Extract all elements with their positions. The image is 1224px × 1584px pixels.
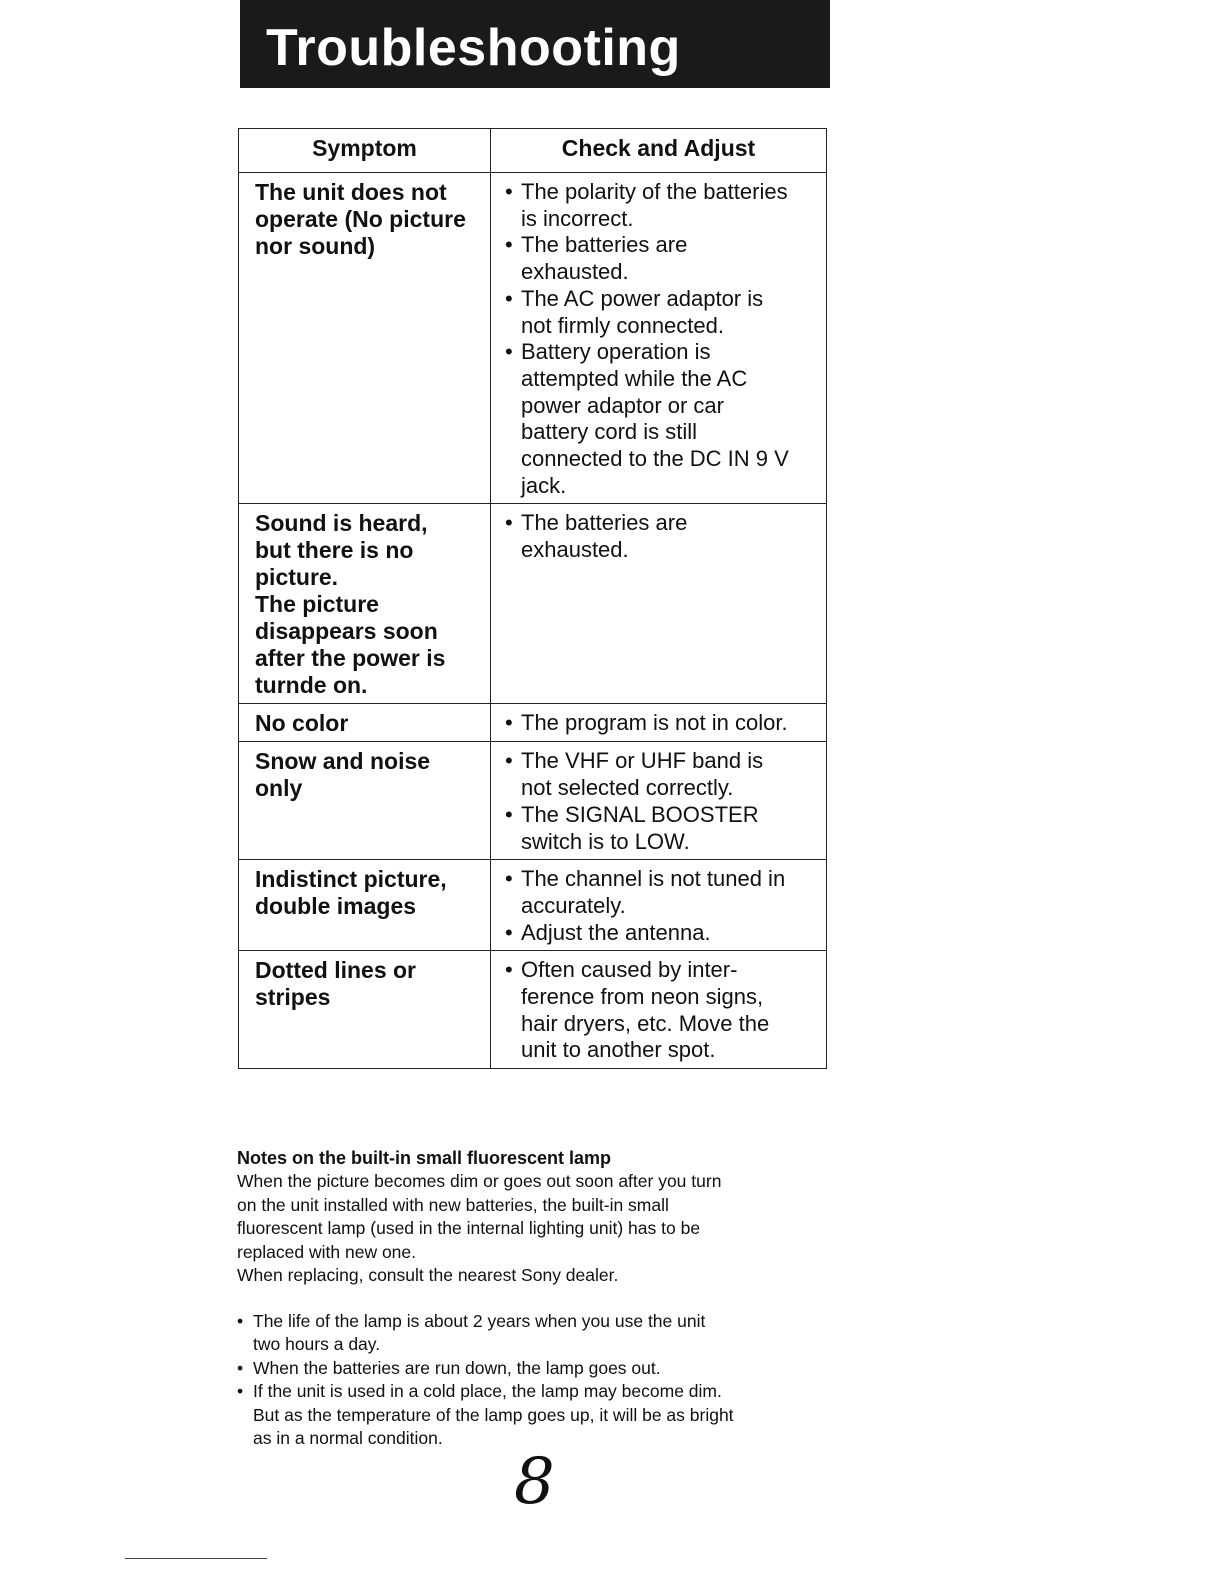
text-line: Indistinct picture, <box>255 866 447 893</box>
check-item <box>503 232 818 285</box>
text-line: two hours a day. <box>253 1334 381 1354</box>
page-title: Troubleshooting <box>240 0 830 88</box>
text-line: Sound is heard, <box>255 510 428 537</box>
text-line: switch is to LOW. <box>521 828 690 854</box>
table-body <box>239 173 827 1069</box>
text-line: as in a normal condition. <box>253 1428 443 1448</box>
text-line: The batteries are <box>521 232 688 258</box>
check-list <box>503 710 818 737</box>
check-list <box>503 957 818 1064</box>
troubleshooting-table <box>238 128 827 1069</box>
check-cell <box>491 742 827 860</box>
check-item <box>503 957 818 1064</box>
table-row <box>239 742 827 860</box>
footer-divider <box>125 1558 267 1559</box>
text-line: attempted while the AC <box>521 365 748 391</box>
check-item <box>503 710 818 737</box>
text-line: connected to the DC IN 9 V <box>521 446 789 472</box>
text-line: operate (No picture <box>255 206 466 232</box>
table-header-row <box>239 129 827 173</box>
text-line: When the picture becomes dim or goes out soon after you turn <box>237 1171 722 1191</box>
text-line: after the power is <box>255 645 446 672</box>
text-line: but there is no <box>255 537 414 564</box>
text-line: exhausted. <box>521 259 629 285</box>
text-line: on the unit installed with new batteries, the built-in small <box>237 1194 669 1215</box>
check-list <box>503 510 818 563</box>
text-line: replaced with new one. <box>237 1241 416 1262</box>
check-cell <box>491 860 827 951</box>
note-bullet <box>237 1310 837 1357</box>
check-item <box>503 286 818 339</box>
symptom-column-header: Symptom <box>239 129 491 173</box>
text-line: turnde on. <box>255 672 368 699</box>
text-line: only <box>255 775 303 802</box>
text-line: The picture <box>255 591 379 618</box>
table-row <box>239 504 827 704</box>
text-line: Snow and noise <box>255 748 431 775</box>
text-line: exhausted. <box>521 537 629 563</box>
symptom-cell <box>239 742 491 860</box>
text-line: accurately. <box>521 892 626 918</box>
table-row <box>239 704 827 742</box>
check-list <box>503 748 818 855</box>
check-cell <box>491 504 827 704</box>
text-line: The SIGNAL BOOSTER <box>521 801 759 827</box>
text-line: The batteries are <box>521 510 688 536</box>
table-row <box>239 951 827 1069</box>
text-line: Adjust the antenna. <box>521 919 711 945</box>
text-line: Often caused by inter- <box>521 957 738 983</box>
notes-heading: Notes on the built-in small fluorescent lamp <box>237 1148 612 1168</box>
page-number: 8 <box>514 1445 555 1519</box>
text-line: The polarity of the batteries <box>521 179 788 204</box>
text-line: If the unit is used in a cold place, the lamp may become dim. <box>253 1381 722 1401</box>
text-line: When the batteries are run down, the lamp goes out. <box>253 1357 661 1378</box>
check-column-header: Check and Adjust <box>491 129 827 173</box>
text-line: Dotted lines or <box>255 957 417 984</box>
table-row <box>239 860 827 951</box>
text-line: is incorrect. <box>521 205 634 231</box>
symptom-cell <box>239 704 491 742</box>
text-line: The AC power adaptor is <box>521 285 764 311</box>
text-line: But as the temperature of the lamp goes up, it will be as bright <box>253 1404 734 1425</box>
symptom-cell <box>239 504 491 704</box>
text-line: The channel is not tuned in <box>521 866 786 892</box>
check-item <box>503 802 818 855</box>
text-line: Battery operation is <box>521 339 711 365</box>
notes-paragraph <box>237 1170 837 1288</box>
text-line: unit to another spot. <box>521 1037 716 1063</box>
check-cell <box>491 951 827 1069</box>
notes-bullet-list <box>237 1310 837 1451</box>
table-row <box>239 173 827 504</box>
check-cell <box>491 173 827 504</box>
text-line: not firmly connected. <box>521 312 724 338</box>
check-item <box>503 748 818 801</box>
text-line: The VHF or UHF band is <box>521 748 764 774</box>
note-bullet <box>237 1380 837 1451</box>
text-line: When replacing, consult the nearest Sony dealer. <box>237 1265 619 1285</box>
text-line: No color <box>255 710 349 737</box>
text-line: not selected correctly. <box>521 775 734 801</box>
check-item <box>503 866 818 919</box>
check-list <box>503 179 818 499</box>
check-item <box>503 510 818 563</box>
check-item <box>503 920 818 947</box>
text-line: disappears soon <box>255 618 438 645</box>
text-line: fluorescent lamp (used in the internal lighting unit) has to be <box>237 1218 701 1238</box>
text-line: hair dryers, etc. Move the <box>521 1010 770 1036</box>
text-line: nor sound) <box>255 233 376 259</box>
text-line: double images <box>255 893 417 920</box>
check-item <box>503 339 818 499</box>
text-line: stripes <box>255 984 331 1011</box>
note-bullet <box>237 1357 837 1381</box>
text-line: The unit does not <box>255 179 447 205</box>
text-line: battery cord is still <box>521 419 698 445</box>
text-line: The program is not in color. <box>521 710 788 736</box>
text-line: jack. <box>521 472 567 498</box>
check-list <box>503 866 818 946</box>
text-line: power adaptor or car <box>521 392 724 418</box>
symptom-cell <box>239 951 491 1069</box>
symptom-cell <box>239 860 491 951</box>
symptom-cell <box>239 173 491 504</box>
check-item <box>503 179 818 232</box>
text-line: The life of the lamp is about 2 years when you use the unit <box>253 1310 706 1331</box>
text-line: ference from neon signs, <box>521 984 764 1010</box>
check-cell <box>491 704 827 742</box>
text-line: picture. <box>255 564 339 591</box>
lamp-notes-section <box>237 1146 837 1451</box>
